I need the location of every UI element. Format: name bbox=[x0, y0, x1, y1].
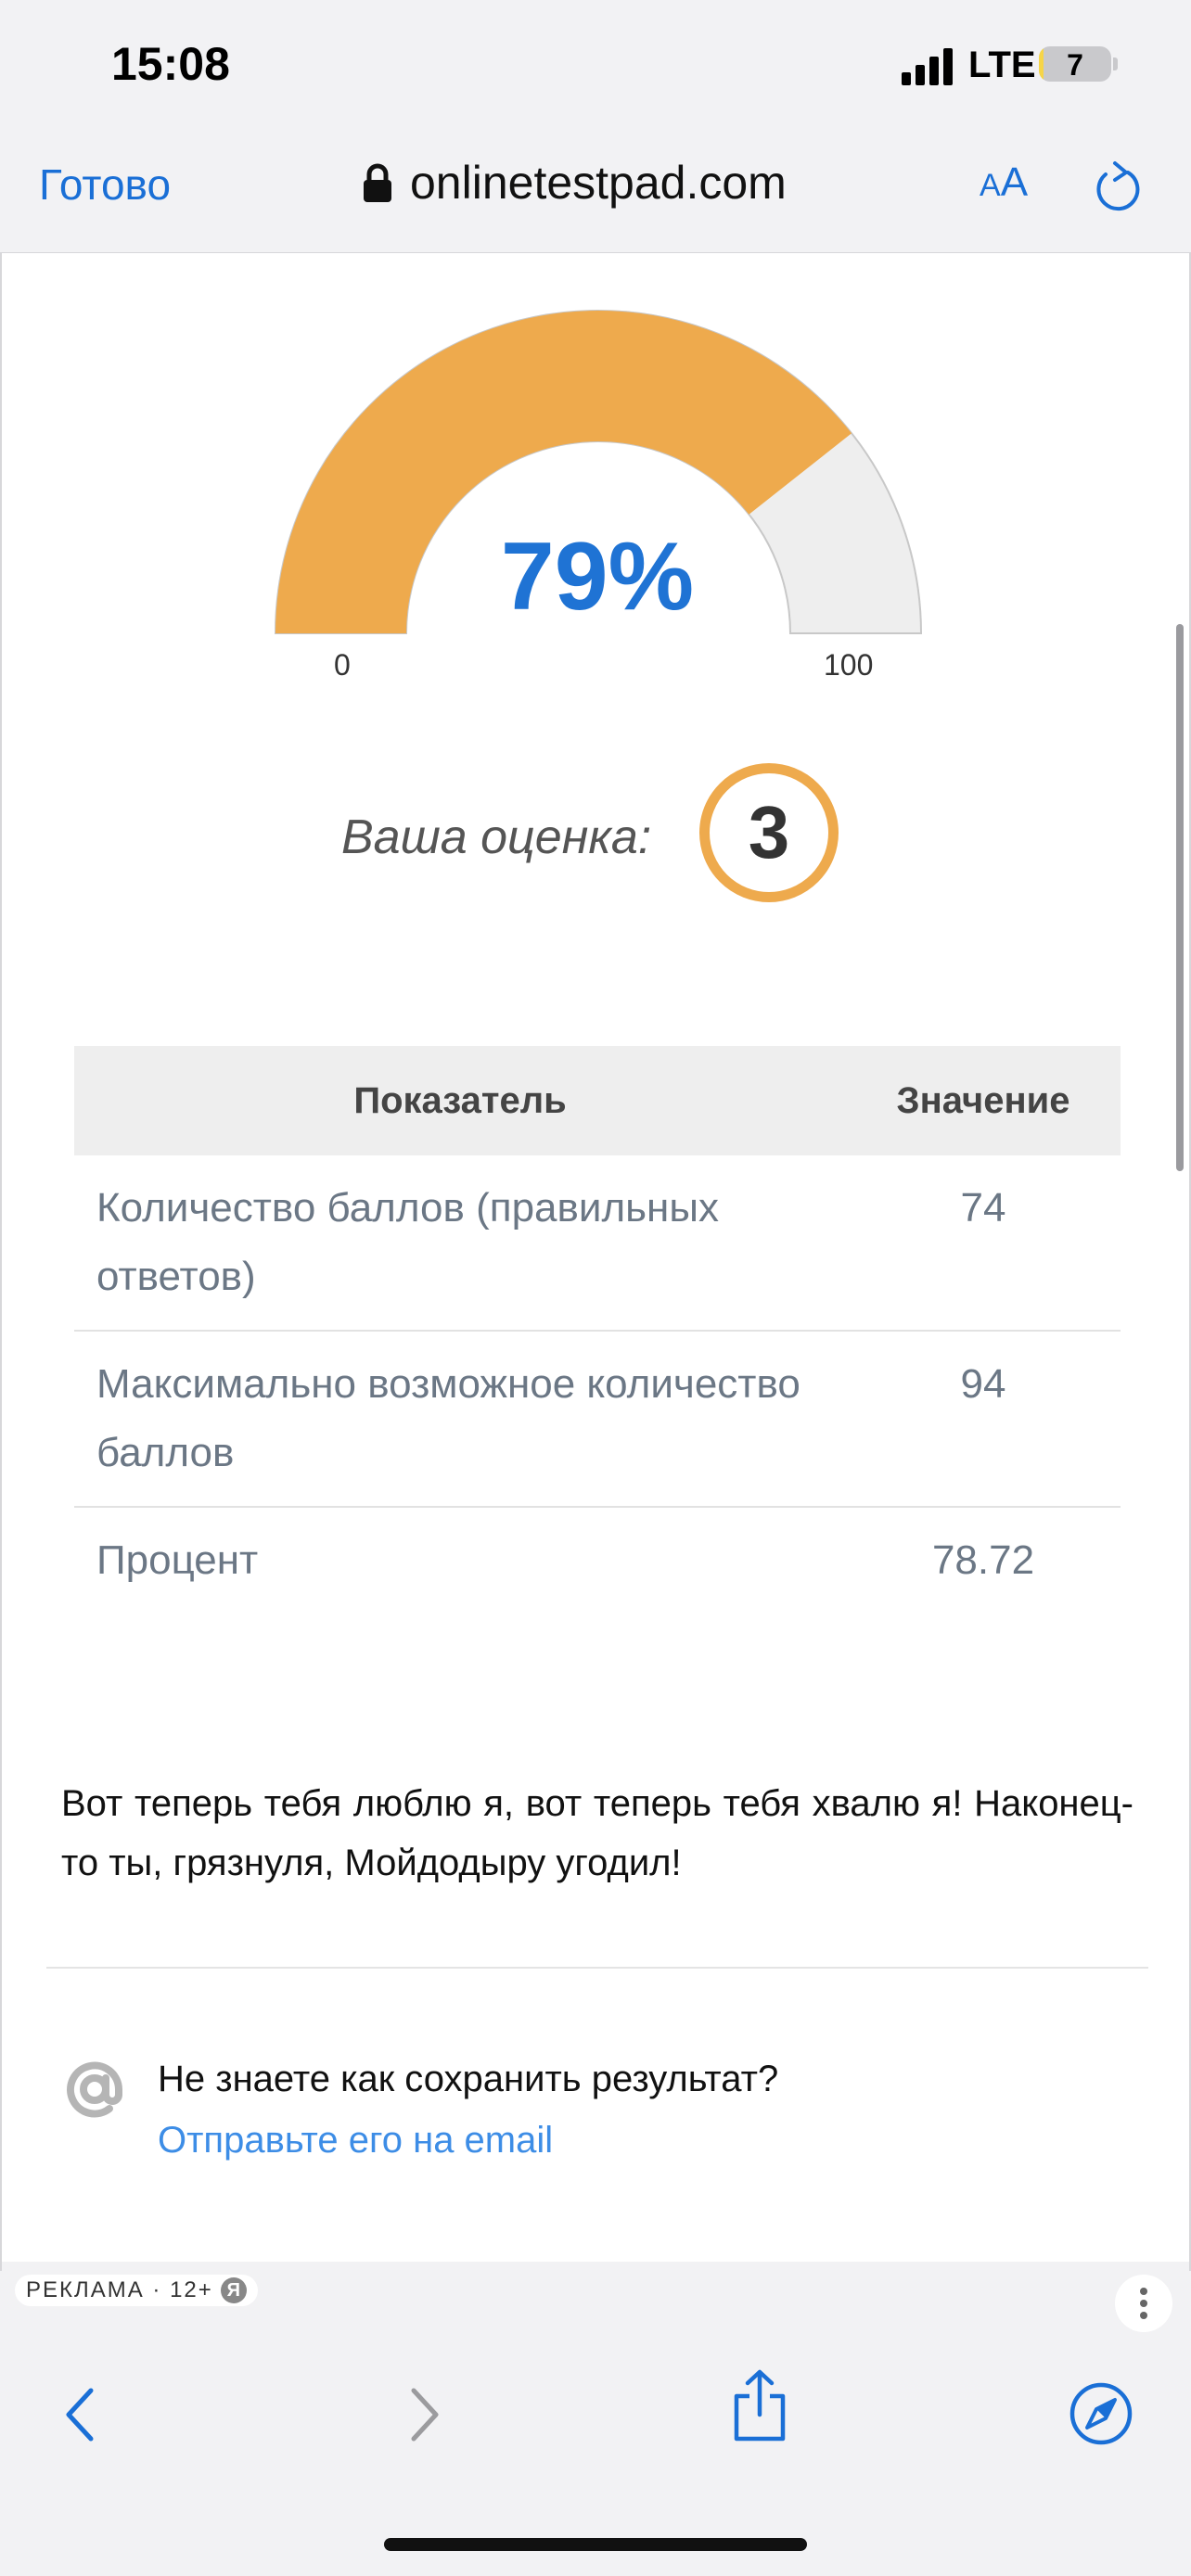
gauge-min-label: 0 bbox=[334, 648, 351, 682]
results-table bbox=[74, 1046, 1121, 1613]
browser-bar bbox=[0, 139, 1191, 254]
yandex-badge: Я bbox=[221, 2277, 247, 2303]
web-page bbox=[0, 253, 1191, 2302]
text-size-small: A bbox=[980, 168, 1001, 203]
forward-icon[interactable] bbox=[406, 2385, 443, 2444]
table-header-row bbox=[74, 1046, 1121, 1155]
row-value: 94 bbox=[846, 1331, 1121, 1507]
grade-badge: 3 bbox=[699, 763, 839, 902]
row-value: 74 bbox=[846, 1155, 1121, 1331]
status-bar bbox=[0, 0, 1191, 139]
lock-icon bbox=[362, 162, 393, 203]
table-row bbox=[74, 1155, 1121, 1331]
reload-icon[interactable] bbox=[1093, 159, 1141, 215]
battery-icon bbox=[1039, 46, 1111, 82]
table-row bbox=[74, 1331, 1121, 1507]
text-size-button[interactable] bbox=[980, 159, 1028, 206]
save-question: Не знаете как сохранить результат? bbox=[158, 2059, 779, 2099]
grade-label: Ваша оценка: bbox=[341, 810, 652, 864]
header-indicator: Показатель bbox=[74, 1046, 846, 1155]
browser-toolbar bbox=[0, 2344, 1191, 2483]
row-value: 78.72 bbox=[931, 1537, 1035, 1583]
scrollbar[interactable] bbox=[1176, 624, 1184, 1171]
url-text: onlinetestpad.com bbox=[410, 157, 787, 209]
ad-label-text: РЕКЛАМА · 12+ bbox=[26, 2277, 213, 2302]
compass-icon[interactable] bbox=[1069, 2381, 1133, 2446]
network-label: LTE bbox=[968, 45, 1036, 85]
row-name: Количество баллов (правильных ответов) bbox=[74, 1155, 846, 1331]
home-indicator bbox=[384, 2538, 807, 2551]
result-message: Вот теперь тебя люблю я, вот теперь тебя хвалю я! Наконец-то ты, грязнуля, Мойдодыру угодил! bbox=[61, 1783, 1133, 1883]
share-icon[interactable] bbox=[729, 2368, 790, 2442]
ad-label bbox=[15, 2275, 258, 2306]
url-field[interactable] bbox=[362, 156, 787, 210]
status-time: 15:08 bbox=[111, 38, 230, 90]
table-row bbox=[74, 1507, 1121, 1613]
more-options-icon[interactable] bbox=[1115, 2275, 1172, 2332]
row-name: Процент bbox=[96, 1537, 259, 1583]
send-email-link[interactable]: Отправьте его на email bbox=[158, 2120, 554, 2161]
email-at-icon bbox=[58, 2052, 132, 2126]
battery-cap bbox=[1113, 57, 1118, 70]
ad-banner[interactable] bbox=[2, 2262, 1189, 2345]
gauge-max-label: 100 bbox=[824, 648, 874, 682]
battery-level: 7 bbox=[1067, 48, 1083, 82]
divider bbox=[46, 1967, 1148, 1969]
signal-icon bbox=[902, 48, 957, 85]
gauge-percent: 79% bbox=[500, 523, 695, 631]
back-icon[interactable] bbox=[61, 2385, 98, 2444]
header-value: Значение bbox=[846, 1046, 1121, 1155]
done-button[interactable]: Готово bbox=[39, 160, 172, 209]
text-size-large: A bbox=[1000, 159, 1029, 205]
row-name: Максимально возможное количество баллов bbox=[74, 1331, 846, 1507]
